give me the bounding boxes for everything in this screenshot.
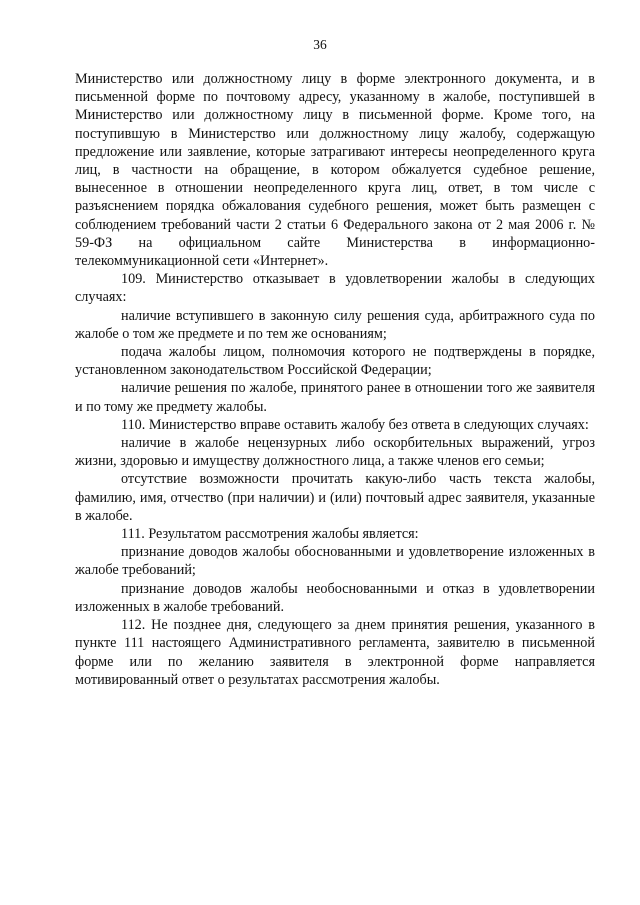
paragraph-subitem: признание доводов жалобы обоснованными и удовлетворение изложенных в жалобе требований; xyxy=(75,544,595,579)
page-number: 36 xyxy=(313,37,327,52)
paragraph-subitem: наличие вступившего в законную силу решения суда, арбитражного суда по жалобе о том же предмете и по тем же основаниям; xyxy=(75,307,595,342)
paragraph-item-111: 111. Результатом рассмотрения жалобы является: xyxy=(121,526,419,543)
paragraph-item-109: 109. Министерство отказывает в удовлетворении жалобы в следующих случаях: xyxy=(75,271,595,306)
paragraph-subitem: отсутствие возможности прочитать какую-либо часть текста жалобы, фамилию, имя, отчество (при наличии) и (или) почтовый адрес заявителя, указанные в жалобе. xyxy=(75,471,595,524)
paragraph-item-110: 110. Министерство вправе оставить жалобу без ответа в следующих случаях: xyxy=(121,416,589,433)
paragraph-subitem: наличие в жалобе нецензурных либо оскорбительных выражений, угроз жизни, здоровью и имуществу должностного лица, а также членов его семьи; xyxy=(75,435,595,470)
paragraph-item-112: 112. Не позднее дня, следующего за днем принятия решения, указанного в пункте 111 настоящего Административного регламента, заявителю в письменной форме или по желанию заявителя в электронной форме направляется мотивированный ответ о результатах рассмотрения жалобы. xyxy=(75,617,595,688)
document-body xyxy=(75,70,595,689)
paragraph-subitem: наличие решения по жалобе, принятого ранее в отношении того же заявителя и по тому же предмету жалобы. xyxy=(75,380,595,415)
paragraph-subitem: признание доводов жалобы необоснованными и отказ в удовлетворении изложенных в жалобе требований. xyxy=(75,580,595,615)
paragraph-continuation: Министерство или должностному лицу в форме электронного документа, и в письменной форме по почтовому адресу, указанному в жалобе, поступившей в Министерство или должностному лицу в письменной форме. Кроме того, на поступившую в Министерство или должностному лицу жалобу, содержащую предложение или заявление, которые затрагивают интересы неопределенного круга лиц, в частности на обращение, в котором обжалуется судебное решение, вынесенное в отношении неопределенного круга лиц, ответ, в том числе с разъяснением порядка обжалования судебного решения, может быть размещен с соблюдением требований части 2 статьи 6 Федерального закона от 2 мая 2006 г. № 59-ФЗ на официальном сайте Министерства в информационно-телекоммуникационной сети «Интернет». xyxy=(75,71,595,270)
paragraph-subitem: подача жалобы лицом, полномочия которого не подтверждены в порядке, установленном законодательством Российской Федерации; xyxy=(75,344,595,379)
